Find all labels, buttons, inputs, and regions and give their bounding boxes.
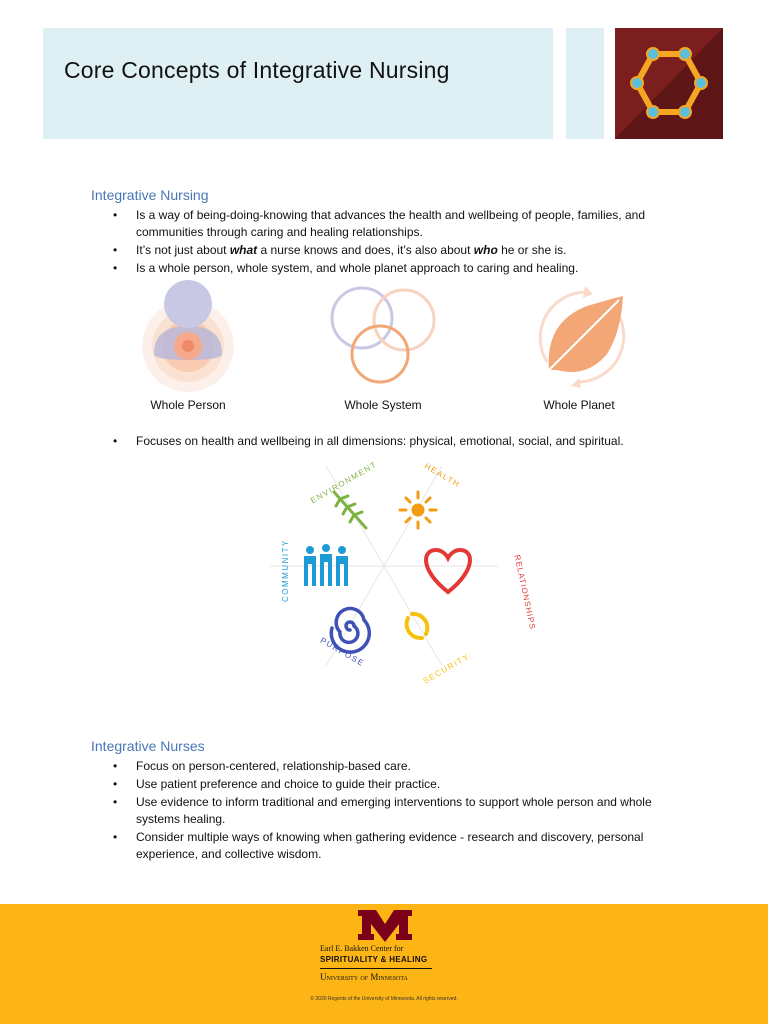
header-banner-strip bbox=[566, 28, 604, 139]
footer-copyright: © 2020 Regents of the University of Minnesota. All rights reserved. bbox=[310, 996, 458, 1002]
list-item: • Use evidence to inform traditional and emerging interventions to support whole person and whole systems healing. bbox=[113, 795, 652, 826]
footer-university: University of Minnesota bbox=[320, 972, 408, 982]
bullet-text: Consider multiple ways of knowing when gathering evidence - research and discovery, personal experience, and collective wisdom. bbox=[136, 830, 644, 861]
relationships-segment bbox=[426, 550, 537, 631]
bullet-text: Use patient preference and choice to guide their practice. bbox=[136, 777, 441, 791]
wheel-label-health: HEALTH bbox=[422, 461, 462, 490]
environment-segment bbox=[309, 460, 379, 528]
people-icon bbox=[304, 544, 348, 586]
section-heading-integrative-nursing: Integrative Nursing bbox=[91, 187, 209, 203]
list-item: • Use patient preference and choice to guide their practice. bbox=[113, 777, 441, 791]
caption-whole-person: Whole Person bbox=[150, 398, 226, 412]
whole-planet-icon bbox=[527, 282, 637, 392]
integrative-nursing-list bbox=[96, 207, 686, 278]
list-item: • Consider multiple ways of knowing when gathering evidence - research and discovery, personal experience, and collective wisdom. bbox=[113, 830, 644, 861]
bullet-text: Is a way of being-doing-knowing that advances the health and wellbeing of people, families, and communities through caring and healing relationships. bbox=[136, 208, 645, 239]
list-item: • Focus on person-centered, relationship-based care. bbox=[113, 759, 411, 773]
list-item: • Is a whole person, whole system, and whole planet approach to caring and healing. bbox=[113, 261, 579, 275]
emphasis-what: what bbox=[229, 243, 258, 257]
caption-whole-planet: Whole Planet bbox=[543, 398, 615, 412]
sun-icon bbox=[400, 492, 436, 528]
footer-divider bbox=[320, 968, 432, 969]
whole-system-icon bbox=[324, 282, 444, 392]
bullet-text-pre: It’s not just about bbox=[136, 243, 230, 257]
heart-icon bbox=[426, 550, 470, 592]
hexagon-network-icon bbox=[615, 28, 723, 139]
fern-icon bbox=[334, 492, 366, 528]
dimensions-list bbox=[96, 433, 686, 451]
wellbeing-wheel bbox=[270, 452, 538, 686]
wheel-label-security: SECURITY bbox=[421, 651, 472, 686]
bullet-text: Focus on person-centered, relationship-based care. bbox=[136, 759, 411, 773]
whole-person-icon bbox=[140, 276, 236, 392]
bullet-text-mid: a nurse knows and does, it’s also about bbox=[257, 243, 474, 257]
spiral-icon bbox=[331, 608, 369, 652]
community-segment bbox=[281, 539, 348, 602]
list-item: • Is a way of being-doing-knowing that advances the health and wellbeing of people, families, and communities through caring and healing relationships. bbox=[113, 208, 645, 239]
wheel-label-environment: ENVIRONMENT bbox=[308, 459, 379, 506]
footer-org-line2: SPIRITUALITY & HEALING bbox=[320, 955, 428, 964]
wheel-label-relationships: RELATIONSHIPS bbox=[512, 553, 538, 631]
bullet-text-post: he or she is. bbox=[497, 243, 567, 257]
list-item: • Focuses on health and wellbeing in all dimensions: physical, emotional, social, and spiritual. bbox=[113, 434, 624, 448]
circle-arrows-icon bbox=[407, 614, 428, 638]
emphasis-who: who bbox=[473, 243, 498, 257]
list-item: • It’s not just about what a nurse knows and does, it’s also about who he or she is. bbox=[113, 243, 567, 257]
health-segment bbox=[400, 462, 462, 528]
caption-whole-system: Whole System bbox=[344, 398, 422, 412]
bullet-text: Use evidence to inform traditional and emerging interventions to support whole person and whole systems healing. bbox=[136, 795, 652, 826]
page-title: Core Concepts of Integrative Nursing bbox=[64, 57, 450, 83]
section-heading-integrative-nurses: Integrative Nurses bbox=[91, 738, 205, 754]
wheel-label-community: COMMUNITY bbox=[281, 539, 290, 602]
bullet-text: Focuses on health and wellbeing in all dimensions: physical, emotional, social, and spiritual. bbox=[136, 434, 624, 448]
bullet-text: Is a whole person, whole system, and whole planet approach to caring and healing. bbox=[136, 261, 579, 275]
footer-org-line1: Earl E. Bakken Center for bbox=[320, 944, 404, 953]
purpose-segment bbox=[319, 608, 370, 668]
security-segment bbox=[407, 614, 472, 686]
wheel-label-purpose: PURPOSE bbox=[318, 635, 367, 669]
integrative-nurses-list bbox=[96, 758, 686, 864]
